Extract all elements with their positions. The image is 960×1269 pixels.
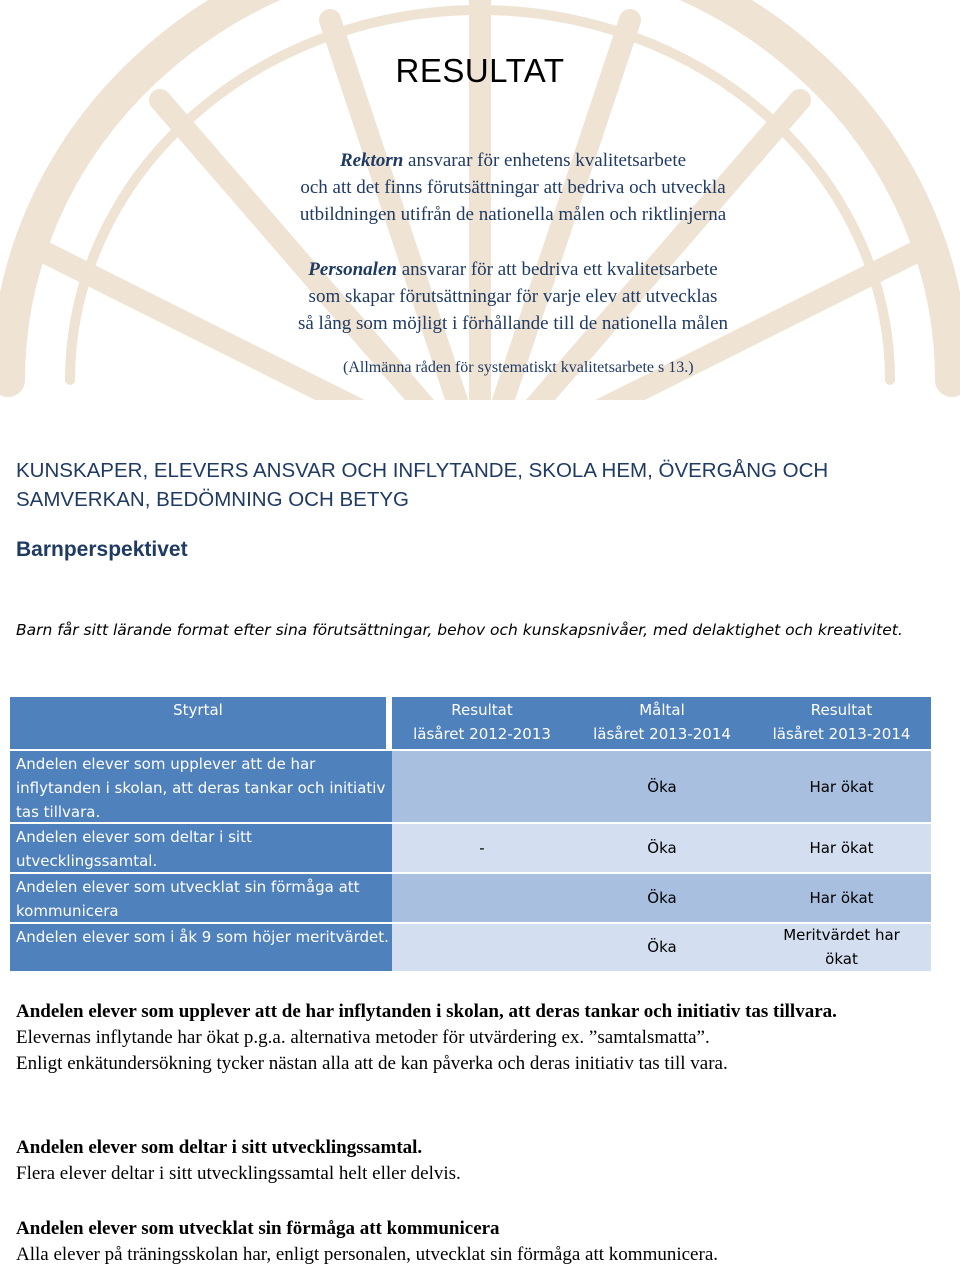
- finding-utvecklingssamtal: [16, 1135, 960, 1187]
- header-resultat-2012-2013-line1: Resultat: [451, 701, 513, 719]
- quote-rektorn: [0, 147, 960, 228]
- page-title: RESULTAT: [395, 52, 565, 89]
- header-maltal-line2: läsåret 2013-2014: [593, 725, 731, 743]
- header-maltal-line1: Måltal: [639, 701, 685, 719]
- intro-text: Barn får sitt lärande format efter sina förutsättningar, behov och kunskapsnivåer, med delaktighet och kreativitet.: [16, 621, 903, 639]
- subheading: Barnperspektivet: [16, 538, 188, 561]
- quote-2-lead: Personalen: [308, 259, 397, 280]
- header-resultat-2013-2014-line2: läsåret 2013-2014: [772, 725, 911, 743]
- results-table: [10, 697, 931, 971]
- table-divider: [10, 922, 931, 924]
- table-divider: [10, 872, 931, 874]
- table-row-2-styrtal: Andelen elever som deltar i sitt utvecklingssamtal.: [10, 823, 392, 873]
- table-row-4-resultat-2012-2013: [392, 923, 572, 971]
- finding-3-line-1: Alla elever på träningsskolan har, enligt personalen, utvecklat sin förmåga att kommunicera.: [16, 1244, 718, 1265]
- table-divider: [10, 749, 931, 751]
- quote-1-line1: ansvarar för enhetens kvalitetsarbete: [408, 150, 687, 171]
- finding-inflytande: [16, 999, 960, 1077]
- table-row-1-resultat-2013-2014: Har ökat: [752, 750, 931, 823]
- finding-kommunicera: [16, 1216, 960, 1268]
- quote-2-line2: som skapar förutsättningar för varje elev att utvecklas: [308, 286, 718, 307]
- quote-2-line3: så lång som möjligt i förhållande till de nationella målen: [297, 313, 729, 334]
- table-row-2-maltal: Öka: [572, 823, 752, 873]
- header-resultat-2013-2014: [752, 697, 931, 750]
- table-row-3-maltal: Öka: [572, 873, 752, 923]
- finding-2-line-1: Flera elever deltar i sitt utvecklingssamtal helt eller delvis.: [16, 1163, 461, 1184]
- table-divider: [10, 822, 931, 824]
- quote-1-lead: Rektorn: [339, 150, 404, 171]
- table-row-4-maltal: Öka: [572, 923, 752, 971]
- quote-1-line3: utbildningen utifrån de nationella målen och riktlinjerna: [299, 204, 727, 225]
- quote-reference: (Allmänna råden för systematiskt kvalitetsarbete s 13.): [343, 359, 694, 376]
- finding-3-heading: Andelen elever som utvecklat sin förmåga att kommunicera: [16, 1218, 500, 1239]
- table-row-3-resultat-2013-2014: Har ökat: [752, 873, 931, 923]
- header-resultat-2012-2013-line2: läsåret 2012-2013: [413, 725, 551, 743]
- header-styrtal: [10, 697, 386, 750]
- table-row-3-styrtal: Andelen elever som utvecklat sin förmåga att kommunicera: [10, 873, 392, 923]
- table-row-2-resultat-2013-2014: Har ökat: [752, 823, 931, 873]
- table-row-1-styrtal: Andelen elever som upplever att de har inflytanden i skolan, att deras tankar och initiativ tas tillvara.: [10, 750, 392, 823]
- quote-1-line2: och att det finns förutsättningar att bedriva och utveckla: [300, 177, 726, 198]
- quote-personalen: [0, 256, 960, 337]
- table-row-3-resultat-2012-2013: [392, 873, 572, 923]
- finding-2-heading: Andelen elever som deltar i sitt utvecklingssamtal.: [16, 1137, 423, 1158]
- finding-1-line-1: Elevernas inflytande har ökat p.g.a. alternativa metoder för utvärdering ex. ”samtalsmatta”.: [16, 1027, 710, 1048]
- header-maltal: [572, 697, 752, 750]
- header-resultat-2012-2013: [392, 697, 572, 750]
- table-row-2-resultat-2012-2013: -: [392, 823, 572, 873]
- header-styrtal-label: Styrtal: [173, 701, 223, 719]
- header-resultat-2013-2014-line1: Resultat: [810, 701, 873, 719]
- quote-2-line1: ansvarar för att bedriva ett kvalitetsarbete: [401, 259, 718, 280]
- table-row-4-resultat-2013-2014: Meritvärdet har ökat: [752, 923, 931, 971]
- finding-1-line-2: Enligt enkätundersökning tycker nästan alla att de kan påverka och deras initiativ tas till vara.: [16, 1053, 728, 1074]
- table-row-4-styrtal: Andelen elever som i åk 9 som höjer meritvärdet.: [10, 923, 392, 971]
- table-row-1-maltal: Öka: [572, 750, 752, 823]
- finding-1-heading: Andelen elever som upplever att de har inflytanden i skolan, att deras tankar och initiativ tas tillvara.: [16, 1001, 837, 1022]
- table-row-1-resultat-2012-2013: [392, 750, 572, 823]
- section-heading: KUNSKAPER, ELEVERS ANSVAR OCH INFLYTANDE, SKOLA HEM, ÖVERGÅNG OCH SAMVERKAN, BEDÖMNING OCH BETYG: [16, 459, 829, 511]
